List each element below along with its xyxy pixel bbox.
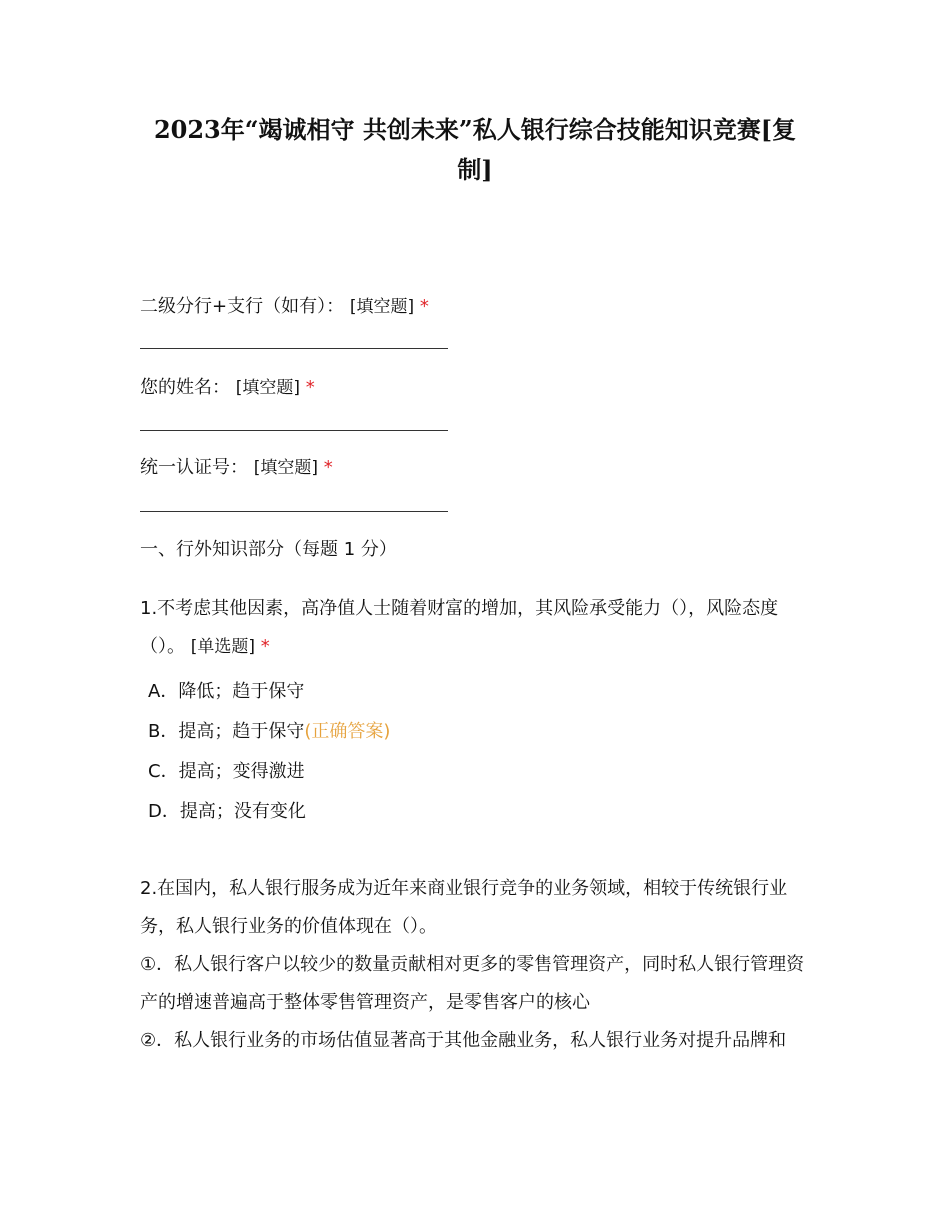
- fill-blank-tag: [填空题]: [349, 297, 415, 317]
- required-marker: *: [260, 636, 270, 657]
- single-choice-tag: [单选题]: [190, 637, 255, 657]
- auth-id-input-line[interactable]: [140, 511, 448, 512]
- question-1-text: 1.不考虑其他因素，高净值人士随着财富的增加，其风险承受能力（），风险态度（）。: [140, 598, 779, 657]
- field-auth-id-label: [140, 456, 333, 480]
- required-marker: *: [323, 457, 333, 478]
- option-a[interactable]: A．降低；趋于保守: [148, 681, 305, 702]
- field-auth-id-text: 统一认证号：: [140, 457, 248, 478]
- question-2-text: 2.在国内，私人银行服务成为近年来商业银行竞争的业务领域，相较于传统银行业务，私人银行业务的价值体现在（）。: [140, 878, 788, 937]
- option-b[interactable]: [148, 720, 390, 744]
- branch-input-line[interactable]: [140, 348, 448, 349]
- question-2-item-1: ①．私人银行客户以较少的数量贡献相对更多的零售管理资产，同时私人银行管理资产的增速普遍高于整体零售管理资产，是零售客户的核心: [140, 954, 805, 1013]
- option-c[interactable]: C．提高；变得激进: [148, 761, 305, 782]
- name-input-line[interactable]: [140, 430, 448, 431]
- question-1: [140, 590, 820, 666]
- required-marker: *: [305, 377, 315, 398]
- correct-answer-label: (正确答案): [304, 721, 391, 742]
- option-d[interactable]: D．提高；没有变化: [148, 801, 306, 822]
- fill-blank-tag: [填空题]: [235, 378, 300, 398]
- field-branch-label: [140, 295, 429, 319]
- required-marker: *: [419, 296, 429, 317]
- question-2-item-2: ②．私人银行业务的市场估值显著高于其他金融业务，私人银行业务对提升品牌和: [140, 1030, 787, 1051]
- field-branch-text: 二级分行+支行（如有）：: [140, 296, 345, 317]
- question-2: [140, 870, 820, 1060]
- field-name-label: [140, 376, 315, 400]
- section-heading: 一、行外知识部分（每题 1 分）: [140, 539, 397, 560]
- field-name-text: 您的姓名：: [140, 377, 230, 398]
- fill-blank-tag: [填空题]: [253, 458, 318, 478]
- option-b-text: B．提高；趋于保守: [148, 721, 305, 742]
- survey-title: 2023年“竭诚相守 共创未来”私人银行综合技能知识竞赛[复制]: [153, 115, 797, 184]
